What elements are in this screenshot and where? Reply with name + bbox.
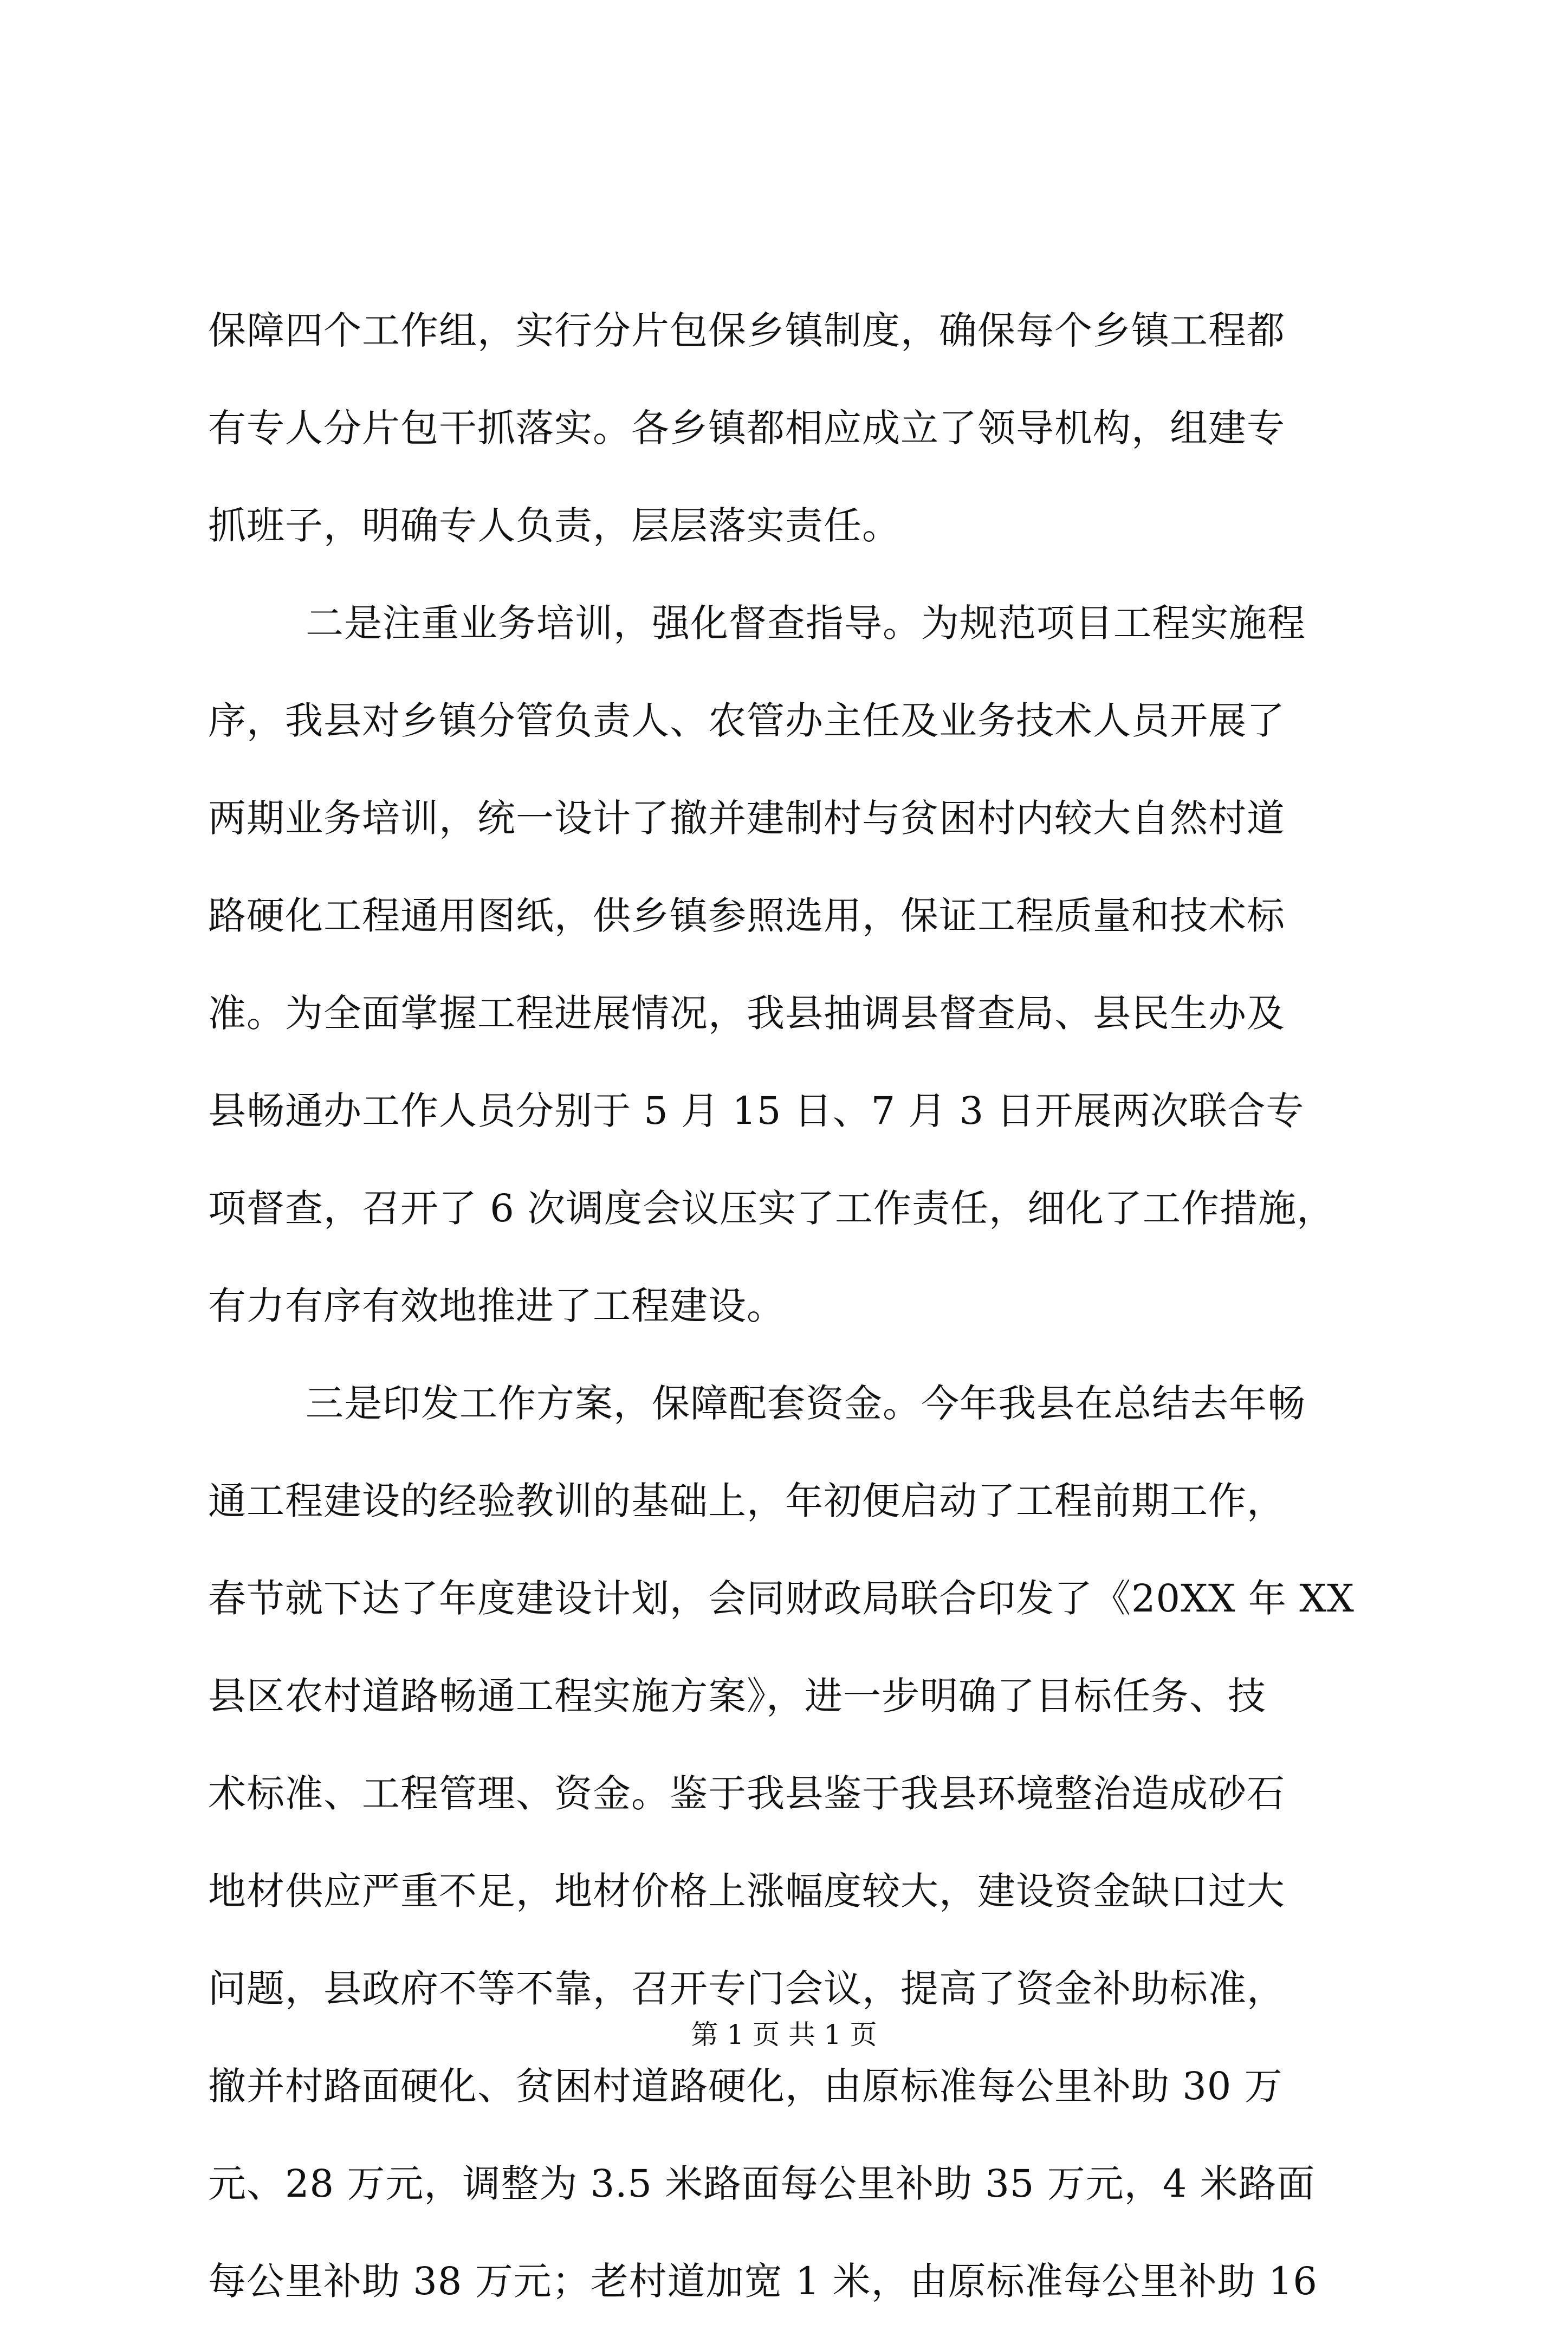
text-line: 准。为全面掌握工程进展情况，我县抽调县督查局、县民生办及 [208, 991, 1285, 1035]
text-line: 序，我县对乡镇分管负责人、农管办主任及业务技术人员开展了 [208, 698, 1285, 743]
text-line: 有专人分片包干抓落实。各乡镇都相应成立了领导机构，组建专 [208, 406, 1285, 450]
text-line: 元、28 万元，调整为 3.5 米路面每公里补助 35 万元，4 米路面 [208, 2161, 1316, 2206]
text-line: 抓班子，明确专人负责，层层落实责任。 [208, 503, 900, 548]
text-line: 项督查，召开了 6 次调度会议压实了工作责任，细化了工作措施， [208, 1186, 1336, 1231]
text-line: 撤并村路面硬化、贫困村道路硬化，由原标准每公里补助 30 万 [208, 2064, 1283, 2108]
text-line: 县区农村道路畅通工程实施方案》，进一步明确了目标任务、技 [208, 1674, 1266, 1718]
text-line: 每公里补助 38 万元；老村道加宽 1 米，由原标准每公里补助 16 [208, 2259, 1318, 2303]
text-line: 有力有序有效地推进了工程建设。 [208, 1284, 785, 1328]
paragraph-start-line: 二是注重业务培训，强化督查指导。为规范项目工程实施程 [306, 601, 1306, 645]
text-line: 问题，县政府不等不靠，召开专门会议，提高了资金补助标准， [208, 1966, 1285, 2011]
text-line: 两期业务培训，统一设计了撤并建制村与贫困村内较大自然村道 [208, 796, 1285, 840]
text-line: 通工程建设的经验教训的基础上，年初便启动了工程前期工作， [208, 1479, 1285, 1523]
text-line: 地材供应严重不足，地材价格上涨幅度较大，建设资金缺口过大 [208, 1869, 1285, 1913]
text-line: 县畅通办工作人员分别于 5 月 15 日、7 月 3 日开展两次联合专 [208, 1089, 1305, 1133]
text-line: 术标准、工程管理、资金。鉴于我县鉴于我县环境整治造成砂石 [208, 1771, 1285, 1816]
page-number-footer: 第 1 页 共 1 页 [691, 2019, 877, 2050]
paragraph-start-line: 三是印发工作方案，保障配套资金。今年我县在总结去年畅 [306, 1381, 1306, 1426]
text-line: 春节就下达了年度建设计划，会同财政局联合印发了《20XX 年 XX [208, 1576, 1355, 1621]
text-line: 保障四个工作组，实行分片包保乡镇制度，确保每个乡镇工程都 [208, 308, 1285, 353]
text-line: 路硬化工程通用图纸，供乡镇参照选用，保证工程质量和技术标 [208, 894, 1285, 938]
